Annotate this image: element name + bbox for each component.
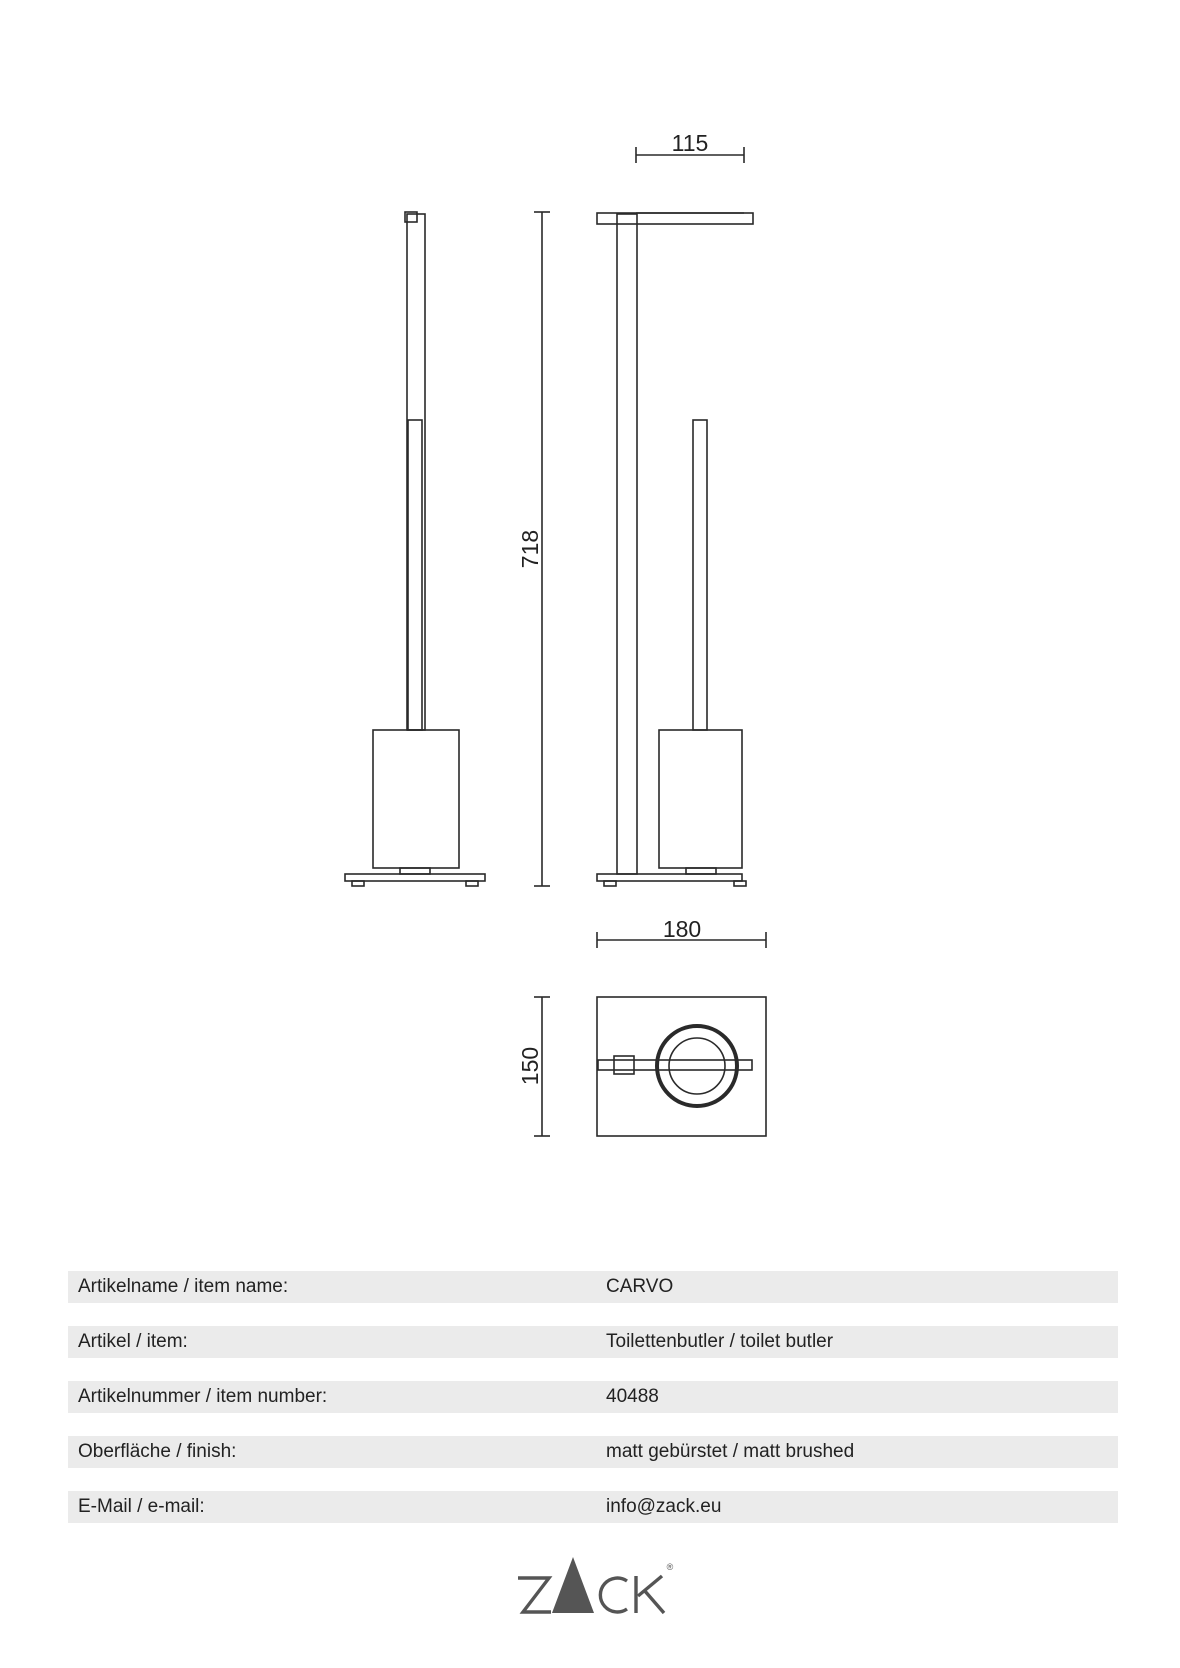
spec-label: Artikelname / item name: [78,1276,289,1297]
side-foot-left [604,881,616,886]
top-view [597,997,766,1136]
side-brush-holder [659,730,742,868]
side-brush-handle [693,420,707,730]
logo-letter-a [552,1557,594,1613]
top-holder-inner-ring [669,1038,725,1094]
logo-letter-c [600,1578,627,1612]
arm-width-dimension-label: 115 [671,130,709,156]
zack-logo [515,1556,675,1620]
spec-label: E-Mail / e-mail: [78,1496,205,1517]
side-view [597,213,753,886]
side-holder-stem [686,868,716,874]
spec-row-item-number [68,1381,1118,1413]
front-brush-holder [373,730,459,868]
front-foot-left [352,881,364,886]
side-pole [617,214,637,874]
top-pole [614,1056,634,1074]
front-foot-right [466,881,478,886]
spec-value: Toilettenbutler / toilet butler [606,1331,834,1352]
spec-table [68,1271,1118,1546]
logo-registered-mark: ® [666,1562,674,1572]
spec-row-item [68,1326,1118,1358]
spec-value[interactable]: info@zack.eu [606,1496,722,1517]
front-base-plate [345,874,485,881]
front-holder-stem [400,868,430,874]
spec-label: Artikel / item: [78,1331,188,1352]
front-brush-handle [408,420,422,730]
spec-value: matt gebürstet / matt brushed [606,1441,855,1462]
logo-letter-k [636,1576,664,1613]
front-view [345,212,485,886]
top-base-outline [597,997,766,1136]
height-dimension-label: 718 [517,529,543,569]
spec-row-finish [68,1436,1118,1468]
spec-row-item-name [68,1271,1118,1303]
spec-value: 40488 [606,1386,659,1407]
top-paper-arm [598,1060,752,1070]
spec-row-email [68,1491,1118,1523]
logo-letter-z [518,1578,551,1612]
side-foot-right [734,881,746,886]
side-base-plate [597,874,742,881]
spec-value: CARVO [606,1276,674,1297]
spec-label: Artikelnummer / item number: [78,1386,328,1407]
depth-dimension-label: 150 [517,1046,543,1086]
spec-label: Oberfläche / finish: [78,1441,237,1462]
base-width-dimension-label: 180 [662,916,702,942]
